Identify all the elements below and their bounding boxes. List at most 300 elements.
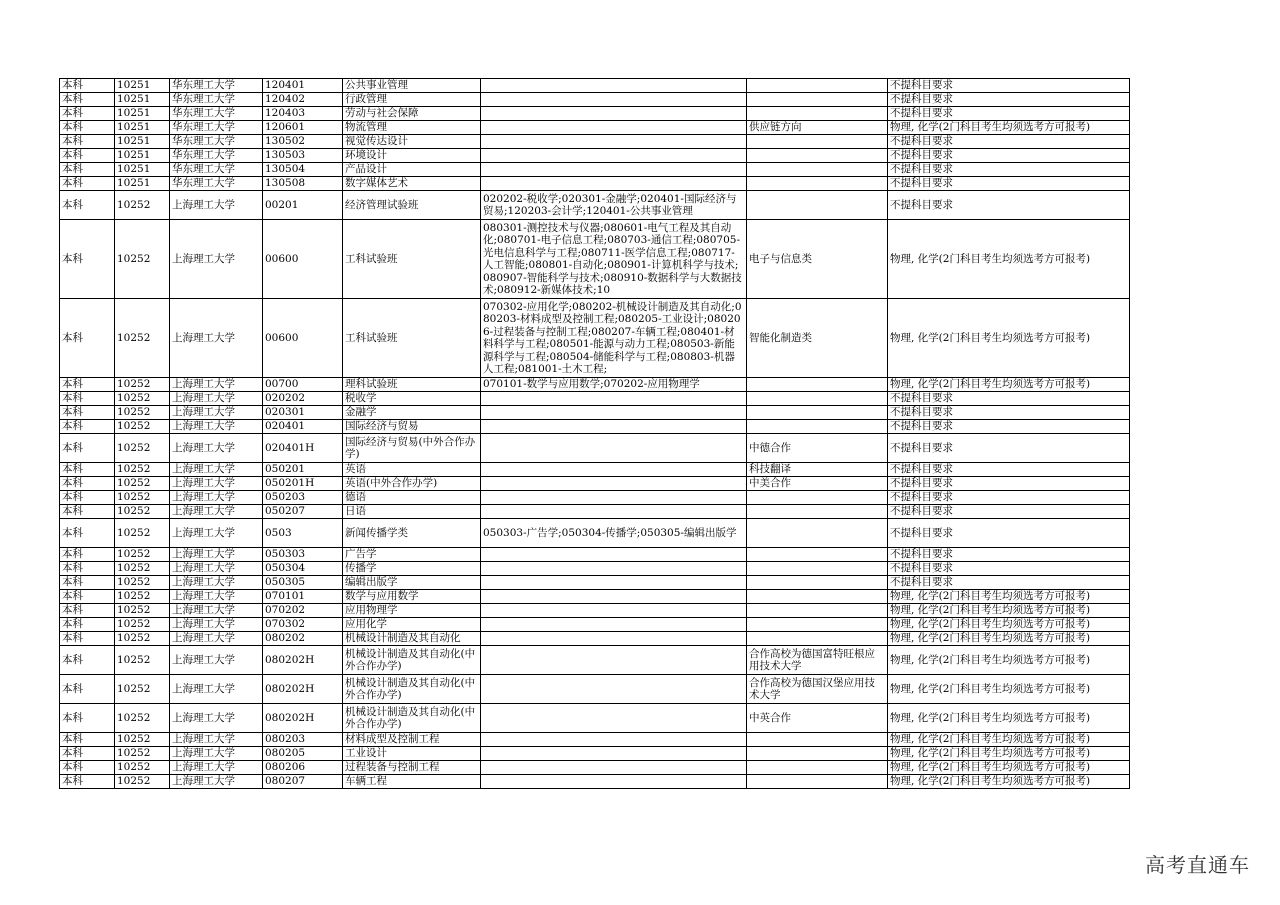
direction-cell: [747, 576, 888, 590]
major-code-cell: 120402: [263, 93, 343, 107]
direction-cell: [747, 392, 888, 406]
school-code-cell: 10252: [115, 704, 170, 733]
major-code-cell: 050207: [263, 505, 343, 519]
included-majors-cell: [481, 646, 747, 675]
school-name-cell: 上海理工大学: [170, 299, 263, 378]
table-row: [60, 590, 1130, 604]
included-majors-cell: [481, 733, 747, 747]
school-name-cell: 上海理工大学: [170, 761, 263, 775]
school-name-cell: 上海理工大学: [170, 406, 263, 420]
included-majors-cell: [481, 704, 747, 733]
level-cell: 本科: [60, 704, 115, 733]
major-code-cell: 020401: [263, 420, 343, 434]
school-name-cell: 上海理工大学: [170, 491, 263, 505]
school-code-cell: 10252: [115, 775, 170, 789]
major-name-cell: 车辆工程: [343, 775, 481, 789]
school-name-cell: 上海理工大学: [170, 576, 263, 590]
major-name-cell: 劳动与社会保障: [343, 107, 481, 121]
level-cell: 本科: [60, 562, 115, 576]
included-majors-cell: [481, 761, 747, 775]
school-code-cell: 10252: [115, 491, 170, 505]
school-code-cell: 10251: [115, 107, 170, 121]
school-code-cell: 10252: [115, 618, 170, 632]
level-cell: 本科: [60, 463, 115, 477]
table-row: [60, 618, 1130, 632]
direction-cell: [747, 163, 888, 177]
school-code-cell: 10251: [115, 149, 170, 163]
major-name-cell: 传播学: [343, 562, 481, 576]
major-code-cell: 00201: [263, 191, 343, 220]
included-majors-cell: 050303-广告学;050304-传播学;050305-编辑出版学: [481, 519, 747, 548]
subject-requirement-cell: 不提科目要求: [888, 163, 1130, 177]
major-code-cell: 120401: [263, 79, 343, 93]
school-code-cell: 10251: [115, 79, 170, 93]
level-cell: 本科: [60, 491, 115, 505]
table-row: [60, 191, 1130, 220]
major-code-cell: 130503: [263, 149, 343, 163]
level-cell: 本科: [60, 747, 115, 761]
school-name-cell: 上海理工大学: [170, 590, 263, 604]
major-name-cell: 英语: [343, 463, 481, 477]
major-code-cell: 130504: [263, 163, 343, 177]
major-name-cell: 机械设计制造及其自动化(中外合作办学): [343, 646, 481, 675]
level-cell: 本科: [60, 590, 115, 604]
level-cell: 本科: [60, 79, 115, 93]
direction-cell: [747, 747, 888, 761]
direction-cell: [747, 406, 888, 420]
major-code-cell: 0503: [263, 519, 343, 548]
included-majors-cell: [481, 79, 747, 93]
subject-requirement-cell: 物理, 化学(2门科目考生均须选考方可报考): [888, 299, 1130, 378]
major-name-cell: 德语: [343, 491, 481, 505]
direction-cell: 中英合作: [747, 704, 888, 733]
school-name-cell: 上海理工大学: [170, 733, 263, 747]
level-cell: 本科: [60, 775, 115, 789]
included-majors-cell: [481, 420, 747, 434]
subject-requirement-cell: 不提科目要求: [888, 434, 1130, 463]
major-code-cell: 080202H: [263, 704, 343, 733]
level-cell: 本科: [60, 121, 115, 135]
major-name-cell: 物流管理: [343, 121, 481, 135]
major-name-cell: 视觉传达设计: [343, 135, 481, 149]
direction-cell: [747, 491, 888, 505]
major-name-cell: 材料成型及控制工程: [343, 733, 481, 747]
included-majors-cell: [481, 177, 747, 191]
major-name-cell: 机械设计制造及其自动化: [343, 632, 481, 646]
table-row: [60, 434, 1130, 463]
school-code-cell: 10251: [115, 121, 170, 135]
school-name-cell: 上海理工大学: [170, 562, 263, 576]
school-code-cell: 10252: [115, 420, 170, 434]
school-name-cell: 上海理工大学: [170, 604, 263, 618]
level-cell: 本科: [60, 220, 115, 299]
table-row: [60, 177, 1130, 191]
table-row: [60, 646, 1130, 675]
school-code-cell: 10251: [115, 93, 170, 107]
table-row: [60, 149, 1130, 163]
subject-requirement-cell: 物理, 化学(2门科目考生均须选考方可报考): [888, 220, 1130, 299]
direction-cell: [747, 562, 888, 576]
included-majors-cell: [481, 604, 747, 618]
subject-requirement-cell: 不提科目要求: [888, 93, 1130, 107]
included-majors-cell: [481, 477, 747, 491]
direction-cell: [747, 548, 888, 562]
school-code-cell: 10252: [115, 646, 170, 675]
subject-requirement-cell: 物理, 化学(2门科目考生均须选考方可报考): [888, 590, 1130, 604]
major-name-cell: 过程装备与控制工程: [343, 761, 481, 775]
direction-cell: 供应链方向: [747, 121, 888, 135]
school-code-cell: 10252: [115, 220, 170, 299]
subject-requirement-cell: 不提科目要求: [888, 406, 1130, 420]
direction-cell: 中美合作: [747, 477, 888, 491]
table-row: [60, 392, 1130, 406]
subject-requirement-cell: 物理, 化学(2门科目考生均须选考方可报考): [888, 747, 1130, 761]
level-cell: 本科: [60, 299, 115, 378]
school-code-cell: 10252: [115, 548, 170, 562]
direction-cell: 中德合作: [747, 434, 888, 463]
included-majors-cell: 070101-数学与应用数学;070202-应用物理学: [481, 378, 747, 392]
direction-cell: 科技翻译: [747, 463, 888, 477]
level-cell: 本科: [60, 434, 115, 463]
subject-requirement-cell: 物理, 化学(2门科目考生均须选考方可报考): [888, 704, 1130, 733]
table-row: [60, 747, 1130, 761]
included-majors-cell: 020202-税收学;020301-金融学;020401-国际经济与贸易;120203-会计学;120401-公共事业管理: [481, 191, 747, 220]
major-name-cell: 应用化学: [343, 618, 481, 632]
table-row: [60, 519, 1130, 548]
subject-requirement-cell: 不提科目要求: [888, 463, 1130, 477]
major-name-cell: 应用物理学: [343, 604, 481, 618]
subject-requirement-cell: 物理, 化学(2门科目考生均须选考方可报考): [888, 675, 1130, 704]
included-majors-cell: [481, 463, 747, 477]
included-majors-cell: [481, 491, 747, 505]
subject-requirement-cell: 物理, 化学(2门科目考生均须选考方可报考): [888, 733, 1130, 747]
table-row: [60, 576, 1130, 590]
direction-cell: [747, 93, 888, 107]
table-row: [60, 548, 1130, 562]
school-name-cell: 华东理工大学: [170, 93, 263, 107]
school-code-cell: 10252: [115, 477, 170, 491]
level-cell: 本科: [60, 576, 115, 590]
subject-requirement-cell: 不提科目要求: [888, 107, 1130, 121]
level-cell: 本科: [60, 420, 115, 434]
major-code-cell: 080205: [263, 747, 343, 761]
school-code-cell: 10252: [115, 562, 170, 576]
school-name-cell: 上海理工大学: [170, 220, 263, 299]
major-name-cell: 行政管理: [343, 93, 481, 107]
major-name-cell: 经济管理试验班: [343, 191, 481, 220]
major-name-cell: 国际经济与贸易(中外合作办学): [343, 434, 481, 463]
major-code-cell: 080203: [263, 733, 343, 747]
included-majors-cell: [481, 163, 747, 177]
major-name-cell: 工科试验班: [343, 299, 481, 378]
school-code-cell: 10252: [115, 590, 170, 604]
school-name-cell: 上海理工大学: [170, 420, 263, 434]
major-code-cell: 130502: [263, 135, 343, 149]
direction-cell: 电子与信息类: [747, 220, 888, 299]
watermark-text: 高考直通车: [1145, 853, 1250, 877]
subject-requirement-cell: 物理, 化学(2门科目考生均须选考方可报考): [888, 646, 1130, 675]
major-name-cell: 理科试验班: [343, 378, 481, 392]
level-cell: 本科: [60, 505, 115, 519]
school-name-cell: 华东理工大学: [170, 79, 263, 93]
school-name-cell: 上海理工大学: [170, 378, 263, 392]
direction-cell: 合作高校为德国汉堡应用技术大学: [747, 675, 888, 704]
major-code-cell: 070101: [263, 590, 343, 604]
school-name-cell: 华东理工大学: [170, 177, 263, 191]
table-row: [60, 107, 1130, 121]
enrollment-requirements-table: [59, 78, 1130, 789]
table-row: [60, 420, 1130, 434]
included-majors-cell: [481, 93, 747, 107]
subject-requirement-cell: 不提科目要求: [888, 548, 1130, 562]
table-row: [60, 562, 1130, 576]
subject-requirement-cell: 物理, 化学(2门科目考生均须选考方可报考): [888, 121, 1130, 135]
major-name-cell: 税收学: [343, 392, 481, 406]
included-majors-cell: 070302-应用化学;080202-机械设计制造及其自动化;080203-材料成型及控制工程;080205-工业设计;080206-过程装备与控制工程;080207-车辆工程;080401-材料科学与工程;080501-能源与动力工程;080503-新能源科学与工程;080504-储能科学与工程;080803-机器人工程;081001-土木工程;: [481, 299, 747, 378]
school-code-cell: 10252: [115, 604, 170, 618]
school-name-cell: 上海理工大学: [170, 519, 263, 548]
included-majors-cell: [481, 548, 747, 562]
included-majors-cell: [481, 775, 747, 789]
included-majors-cell: [481, 406, 747, 420]
direction-cell: [747, 733, 888, 747]
major-name-cell: 英语(中外合作办学): [343, 477, 481, 491]
major-name-cell: 工科试验班: [343, 220, 481, 299]
major-code-cell: 120403: [263, 107, 343, 121]
subject-requirement-cell: 物理, 化学(2门科目考生均须选考方可报考): [888, 378, 1130, 392]
level-cell: 本科: [60, 675, 115, 704]
major-name-cell: 环境设计: [343, 149, 481, 163]
level-cell: 本科: [60, 406, 115, 420]
major-code-cell: 00600: [263, 299, 343, 378]
major-code-cell: 050203: [263, 491, 343, 505]
table-row: [60, 163, 1130, 177]
level-cell: 本科: [60, 618, 115, 632]
school-name-cell: 华东理工大学: [170, 135, 263, 149]
level-cell: 本科: [60, 477, 115, 491]
school-name-cell: 华东理工大学: [170, 121, 263, 135]
direction-cell: [747, 761, 888, 775]
major-name-cell: 编辑出版学: [343, 576, 481, 590]
level-cell: 本科: [60, 149, 115, 163]
major-code-cell: 070202: [263, 604, 343, 618]
school-name-cell: 上海理工大学: [170, 747, 263, 761]
included-majors-cell: [481, 618, 747, 632]
school-code-cell: 10251: [115, 177, 170, 191]
table-row: [60, 463, 1130, 477]
major-name-cell: 国际经济与贸易: [343, 420, 481, 434]
included-majors-cell: [481, 632, 747, 646]
direction-cell: 合作高校为德国富特旺根应用技术大学: [747, 646, 888, 675]
subject-requirement-cell: 不提科目要求: [888, 191, 1130, 220]
direction-cell: [747, 149, 888, 163]
major-name-cell: 金融学: [343, 406, 481, 420]
major-code-cell: 080206: [263, 761, 343, 775]
level-cell: 本科: [60, 177, 115, 191]
included-majors-cell: [481, 505, 747, 519]
subject-requirement-cell: 不提科目要求: [888, 79, 1130, 93]
level-cell: 本科: [60, 392, 115, 406]
major-code-cell: 050201H: [263, 477, 343, 491]
school-code-cell: 10251: [115, 163, 170, 177]
major-code-cell: 050305: [263, 576, 343, 590]
included-majors-cell: [481, 149, 747, 163]
school-name-cell: 上海理工大学: [170, 618, 263, 632]
included-majors-cell: [481, 107, 747, 121]
direction-cell: [747, 775, 888, 789]
table-row: [60, 79, 1130, 93]
included-majors-cell: [481, 121, 747, 135]
school-name-cell: 上海理工大学: [170, 632, 263, 646]
subject-requirement-cell: 不提科目要求: [888, 491, 1130, 505]
major-code-cell: 050304: [263, 562, 343, 576]
direction-cell: [747, 135, 888, 149]
included-majors-cell: [481, 392, 747, 406]
school-name-cell: 上海理工大学: [170, 675, 263, 704]
level-cell: 本科: [60, 93, 115, 107]
school-code-cell: 10252: [115, 733, 170, 747]
school-name-cell: 上海理工大学: [170, 548, 263, 562]
level-cell: 本科: [60, 107, 115, 121]
major-code-cell: 120601: [263, 121, 343, 135]
school-code-cell: 10252: [115, 378, 170, 392]
direction-cell: [747, 79, 888, 93]
major-code-cell: 020202: [263, 392, 343, 406]
major-code-cell: 00700: [263, 378, 343, 392]
major-name-cell: 新闻传播学类: [343, 519, 481, 548]
major-code-cell: 070302: [263, 618, 343, 632]
level-cell: 本科: [60, 378, 115, 392]
table-row: [60, 220, 1130, 299]
school-code-cell: 10252: [115, 675, 170, 704]
table-row: [60, 604, 1130, 618]
subject-requirement-cell: 不提科目要求: [888, 505, 1130, 519]
direction-cell: [747, 191, 888, 220]
school-code-cell: 10251: [115, 135, 170, 149]
table-row: [60, 299, 1130, 378]
direction-cell: [747, 505, 888, 519]
major-code-cell: 080207: [263, 775, 343, 789]
school-name-cell: 华东理工大学: [170, 149, 263, 163]
table-row: [60, 632, 1130, 646]
major-code-cell: 130508: [263, 177, 343, 191]
major-code-cell: 080202: [263, 632, 343, 646]
school-name-cell: 上海理工大学: [170, 392, 263, 406]
level-cell: 本科: [60, 646, 115, 675]
major-code-cell: 080202H: [263, 675, 343, 704]
school-code-cell: 10252: [115, 505, 170, 519]
school-name-cell: 华东理工大学: [170, 163, 263, 177]
major-code-cell: 00600: [263, 220, 343, 299]
table-row: [60, 733, 1130, 747]
table-row: [60, 378, 1130, 392]
table-row: [60, 406, 1130, 420]
included-majors-cell: [481, 747, 747, 761]
direction-cell: [747, 420, 888, 434]
major-code-cell: 050201: [263, 463, 343, 477]
major-code-cell: 020301: [263, 406, 343, 420]
major-name-cell: 数学与应用数学: [343, 590, 481, 604]
major-name-cell: 广告学: [343, 548, 481, 562]
subject-requirement-cell: 不提科目要求: [888, 576, 1130, 590]
school-name-cell: 上海理工大学: [170, 191, 263, 220]
school-code-cell: 10252: [115, 463, 170, 477]
included-majors-cell: [481, 562, 747, 576]
level-cell: 本科: [60, 548, 115, 562]
table-row: [60, 121, 1130, 135]
subject-requirement-cell: 不提科目要求: [888, 149, 1130, 163]
subject-requirement-cell: 物理, 化学(2门科目考生均须选考方可报考): [888, 618, 1130, 632]
subject-requirement-cell: 物理, 化学(2门科目考生均须选考方可报考): [888, 761, 1130, 775]
school-code-cell: 10252: [115, 632, 170, 646]
direction-cell: [747, 618, 888, 632]
subject-requirement-cell: 不提科目要求: [888, 392, 1130, 406]
school-code-cell: 10252: [115, 392, 170, 406]
table-row: [60, 761, 1130, 775]
table-row: [60, 93, 1130, 107]
major-code-cell: 080202H: [263, 646, 343, 675]
school-code-cell: 10252: [115, 191, 170, 220]
school-name-cell: 上海理工大学: [170, 704, 263, 733]
direction-cell: [747, 378, 888, 392]
school-name-cell: 上海理工大学: [170, 434, 263, 463]
major-code-cell: 020401H: [263, 434, 343, 463]
school-code-cell: 10252: [115, 299, 170, 378]
school-name-cell: 上海理工大学: [170, 775, 263, 789]
major-name-cell: 日语: [343, 505, 481, 519]
table-row: [60, 135, 1130, 149]
subject-requirement-cell: 不提科目要求: [888, 477, 1130, 491]
subject-requirement-cell: 不提科目要求: [888, 177, 1130, 191]
school-name-cell: 上海理工大学: [170, 463, 263, 477]
included-majors-cell: [481, 590, 747, 604]
table-row: [60, 675, 1130, 704]
major-name-cell: 公共事业管理: [343, 79, 481, 93]
level-cell: 本科: [60, 604, 115, 618]
school-code-cell: 10252: [115, 761, 170, 775]
table-row: [60, 477, 1130, 491]
subject-requirement-cell: 物理, 化学(2门科目考生均须选考方可报考): [888, 604, 1130, 618]
subject-requirement-cell: 物理, 化学(2门科目考生均须选考方可报考): [888, 775, 1130, 789]
level-cell: 本科: [60, 163, 115, 177]
school-code-cell: 10252: [115, 406, 170, 420]
subject-requirement-cell: 物理, 化学(2门科目考生均须选考方可报考): [888, 632, 1130, 646]
school-name-cell: 华东理工大学: [170, 107, 263, 121]
included-majors-cell: [481, 675, 747, 704]
major-name-cell: 机械设计制造及其自动化(中外合作办学): [343, 675, 481, 704]
school-name-cell: 上海理工大学: [170, 477, 263, 491]
school-name-cell: 上海理工大学: [170, 646, 263, 675]
subject-requirement-cell: 不提科目要求: [888, 562, 1130, 576]
direction-cell: [747, 519, 888, 548]
direction-cell: 智能化制造类: [747, 299, 888, 378]
major-name-cell: 产品设计: [343, 163, 481, 177]
direction-cell: [747, 632, 888, 646]
level-cell: 本科: [60, 135, 115, 149]
school-code-cell: 10252: [115, 576, 170, 590]
direction-cell: [747, 590, 888, 604]
school-name-cell: 上海理工大学: [170, 505, 263, 519]
table-body: [60, 79, 1130, 789]
subject-requirement-cell: 不提科目要求: [888, 135, 1130, 149]
included-majors-cell: [481, 434, 747, 463]
school-code-cell: 10252: [115, 434, 170, 463]
school-code-cell: 10252: [115, 519, 170, 548]
direction-cell: [747, 107, 888, 121]
included-majors-cell: 080301-测控技术与仪器;080601-电气工程及其自动化;080701-电子信息工程;080703-通信工程;080705-光电信息科学与工程;080711-医学信息工程;080717-人工智能;080801-自动化;080901-计算机科学与技术;080907-智能科学与技术;080910-数据科学与大数据技术;080912-新媒体技术;10: [481, 220, 747, 299]
included-majors-cell: [481, 135, 747, 149]
level-cell: 本科: [60, 519, 115, 548]
